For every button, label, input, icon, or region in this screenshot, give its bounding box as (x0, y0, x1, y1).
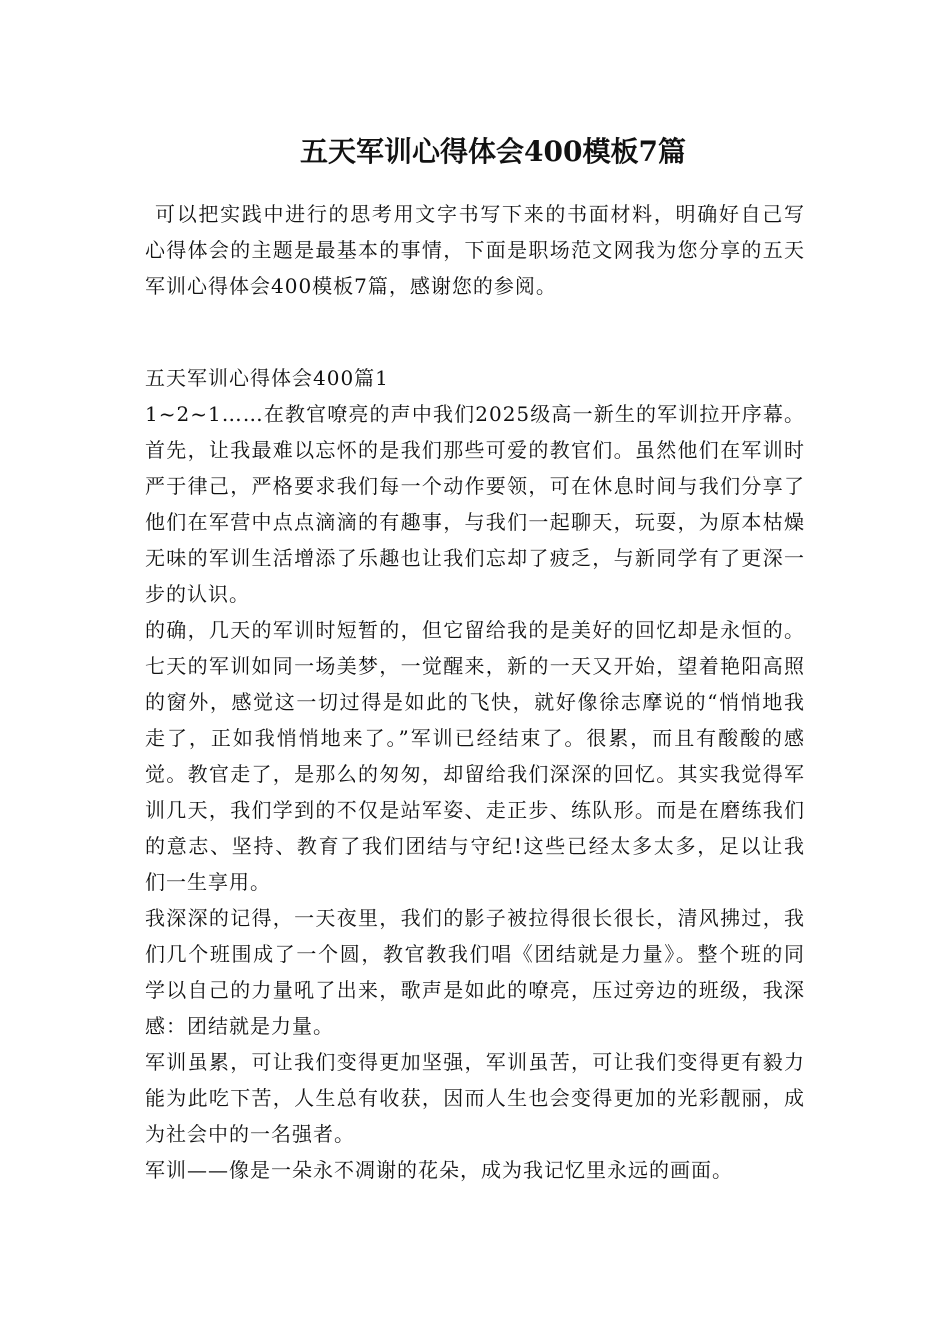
section-heading: 五天军训心得体会400篇1 (145, 366, 389, 390)
intro-paragraph: 可以把实践中进行的思考用文字书写下来的书面材料，明确好自己写心得体会的主题是最基本的事情，下面是职场范文网我为您分享的五天军训心得体会400模板7篇，感谢您的参阅。 (145, 202, 805, 298)
paragraph-spacer (145, 324, 805, 360)
body-paragraph-3: 我深深的记得，一天夜里，我们的影子被拉得很长很长，清风拂过，我们几个班围成了一个圆，教官教我们唱《团结就是力量》。整个班的同学以自己的力量吼了出来，歌声是如此的嘹亮，压过旁边的班级，我深感：团结就是力量。 (145, 906, 805, 1038)
body-paragraph-5: 军训——像是一朵永不凋谢的花朵，成为我记忆里永远的画面。 (145, 1158, 733, 1182)
body-paragraph-4: 军训虽累，可让我们变得更加坚强，军训虽苦，可让我们变得更有毅力能为此吃下苦，人生总有收获，因而人生也会变得更加的光彩靓丽，成为社会中的一名强者。 (145, 1050, 805, 1146)
document-content (145, 128, 805, 1188)
document-title: 五天军训心得体会400模板7篇 (300, 135, 686, 168)
body-paragraph-2: 的确，几天的军训时短暂的，但它留给我的是美好的回忆却是永恒的。七天的军训如同一场美梦，一觉醒来，新的一天又开始，望着艳阳高照的窗外，感觉这一切过得是如此的飞快，就好像徐志摩说的“悄悄地我走了，正如我悄悄地来了。”军训已经结束了。很累，而且有酸酸的感觉。教官走了，是那么的匆匆，却留给我们深深的回忆。其实我觉得军训几天，我们学到的不仅是站军姿、走正步、练队形。而是在磨练我们的意志、坚持、教育了我们团结与守纪!这些已经太多太多，足以让我们一生享用。 (145, 618, 805, 894)
body-paragraph-1: 1~2~1……在教官嘹亮的声中我们2025级高一新生的军训拉开序幕。首先，让我最难以忘怀的是我们那些可爱的教官们。虽然他们在军训时严于律己，严格要求我们每一个动作要领，可在休息时间与我们分享了他们在军营中点点滴滴的有趣事，与我们一起聊天，玩耍，为原本枯燥无味的军训生活增添了乐趣也让我们忘却了疲乏，与新同学有了更深一步的认识。 (145, 402, 805, 606)
